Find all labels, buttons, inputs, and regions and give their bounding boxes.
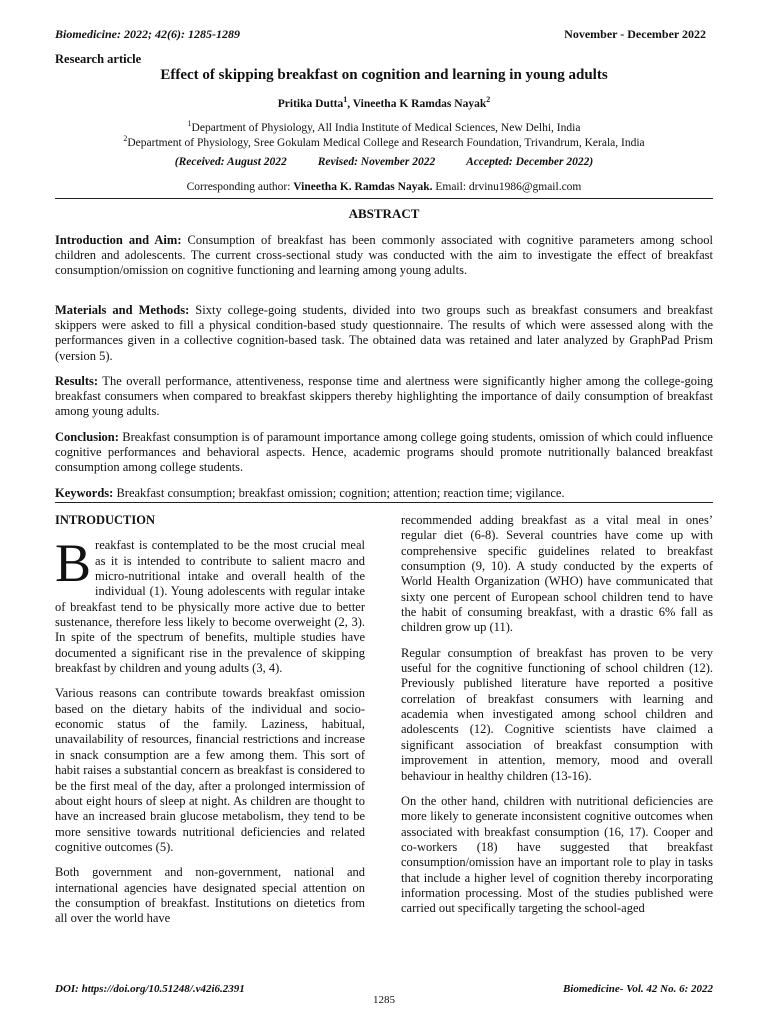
author-name: Pritika Dutta xyxy=(277,97,344,110)
abstract-heading: ABSTRACT xyxy=(348,206,420,221)
body-paragraph xyxy=(55,533,365,676)
article-title: Effect of skipping breakfast on cognition and learning in young adults xyxy=(160,67,608,83)
body-paragraph: Regular consumption of breakfast has proven to be very useful for the cognitive functioning of school children (12). Previously published literature have reported a positive correlation of breakfast consumers with learning and academia when investigated among school children and adolescents (12). Cognitive scientists have claimed a significant association of breakfast consumption with improvement in attention, memory, mood and overall behaviour in healthy children (13-16). xyxy=(401,645,713,783)
abstract-text: Sixty college-going students, divided into two groups such as breakfast consumers and breakfast skippers were asked to fill a physical condition-based study questionnaire. The results of which were assessed along with the performances given in a collective cognition-based task. The obtained data was retained and later analyzed by GraphPad Prism (version 5). xyxy=(55,303,713,363)
submission-dates xyxy=(0,156,768,168)
divider-line xyxy=(55,502,713,503)
body-paragraph: On the other hand, children with nutritional deficiencies are more likely to generate inconsistent cognitive outcomes when associated with breakfast consumption (16, 17). Cooper and co-workers (18) have suggested that breakfast consumption/omission have an important role to play in tasks that include a higher level of cognition thereby incorporating information processing. Most of the studies published were carried out specifically targeting the school-aged xyxy=(401,793,713,916)
abstract-label: Conclusion: xyxy=(55,430,119,444)
keywords xyxy=(55,486,713,501)
author-separator: , xyxy=(347,97,353,110)
revised-date: Revised: November 2022 xyxy=(317,156,436,168)
right-column xyxy=(401,513,713,927)
affiliation xyxy=(0,134,768,149)
paragraph-text: reakfast is contemplated to be the most crucial meal as it is intended to contribute to salient macro and micro-nutritional intake and overall health of the individual (1). Young adolescents with regular intake of breakfast tend to be physically more active due to better sustenance, therefore less likely to become overweight (2, 3). In spite of the spectrum of benefits, multiple studies have documented a significant rise in the prevalence of skipping breakfast by children and young adults (3, 4). xyxy=(55,538,365,676)
affiliation-marker: 2 xyxy=(123,134,128,143)
body-paragraph: Various reasons can contribute towards breakfast omission based on the dietary habits of the individual and socio-economic status of the family. Laziness, habitual, unavailability of resources, financial restrictions and increase in snack consumption are a few among them. This sort of habit raises a substantial concern as breakfast is considered to be the first meal of the day, after a prolonged intermission of about eight hours of sleep at night. As children are thought to have an increased brain glucose metabolism, they tend to be more sensitive towards nutritional deficiencies and related cognitive outcomes (5). xyxy=(55,686,365,854)
affiliation-text: Department of Physiology, All India Institute of Medical Sciences, New Delhi, India xyxy=(191,121,581,134)
corresponding-prefix: Corresponding author: xyxy=(186,181,294,193)
page-number: 1285 xyxy=(373,994,395,1006)
keywords-text: Breakfast consumption; breakfast omission; cognition; attention; reaction time; vigilance. xyxy=(113,486,565,500)
section-heading: INTRODUCTION xyxy=(55,513,156,527)
author-affiliation-marker: 1 xyxy=(343,95,348,104)
drop-cap: B xyxy=(55,533,92,594)
body-paragraph: recommended adding breakfast as a vital meal in ones’ regular diet (6-8). Several countries have come up with comprehensive specific guidelines related to breakfast consumption (9, 10). A study conducted by the experts of World Health Organization (WHO) have communicated that sixty one percent of European school children tend to have the habit of consuming breakfast, with a drastic 6% fall as children grow up (11). xyxy=(401,513,713,635)
abstract-conclusion xyxy=(55,430,713,476)
journal-volume: Biomedicine- Vol. 42 No. 6: 2022 xyxy=(562,983,713,995)
author-list xyxy=(0,95,768,110)
journal-reference: Biomedicine: 2022; 42(6): 1285-1289 xyxy=(55,27,240,41)
abstract-label: Results: xyxy=(55,374,99,388)
affiliation xyxy=(0,119,768,134)
affiliation-text: Department of Physiology, Sree Gokulam Medical College and Research Foundation, Trivandrum, Kerala, India xyxy=(127,136,645,149)
accepted-date: Accepted: December 2022) xyxy=(466,156,594,168)
corresponding-email[interactable]: Email: drvinu1986@gmail.com xyxy=(432,181,582,193)
abstract-text: Consumption of breakfast has been commonly associated with cognitive parameters among school children and adolescents. The current cross-sectional study was conducted with the aim to investigate the effect of breakfast consumption/omission on cognitive functioning and learning among young adults. xyxy=(55,233,713,278)
abstract-results xyxy=(55,374,713,420)
issue-date: November - December 2022 xyxy=(564,27,706,41)
author-name: Vineetha K Ramdas Nayak xyxy=(352,97,487,110)
abstract-methods xyxy=(55,303,713,364)
corresponding-name: Vineetha K. Ramdas Nayak. xyxy=(293,181,433,193)
abstract-text: Breakfast consumption is of paramount importance among college going students, omission of which could influence cognitive performances and behavioral aspects. Hence, academic programs should promote nutritionally balanced breakfast consumption among college students. xyxy=(55,430,713,475)
left-column xyxy=(55,513,365,937)
divider-line xyxy=(55,198,713,199)
doi-link[interactable]: DOI: https://doi.org/10.51248/.v42i6.2391 xyxy=(55,983,245,995)
abstract-label: Materials and Methods: xyxy=(55,303,190,317)
abstract-label: Introduction and Aim: xyxy=(55,233,182,247)
article-type: Research article xyxy=(55,52,142,66)
corresponding-author xyxy=(0,181,768,193)
affiliation-marker: 1 xyxy=(187,119,192,128)
abstract-introduction xyxy=(55,233,713,279)
abstract-text: The overall performance, attentiveness, response time and alertness were significantly higher among the college-going breakfast consumers when compared to breakfast skippers thereby highlighting the importance of daily consumption of breakfast among young adults. xyxy=(55,374,713,419)
keywords-label: Keywords: xyxy=(55,486,114,500)
body-paragraph: Both government and non-government, national and international agencies have designated special attention on the consumption of breakfast. Institutions on dietetics from all over the world have xyxy=(55,865,365,926)
received-date: (Received: August 2022 xyxy=(174,156,287,168)
author-affiliation-marker: 2 xyxy=(486,95,491,104)
